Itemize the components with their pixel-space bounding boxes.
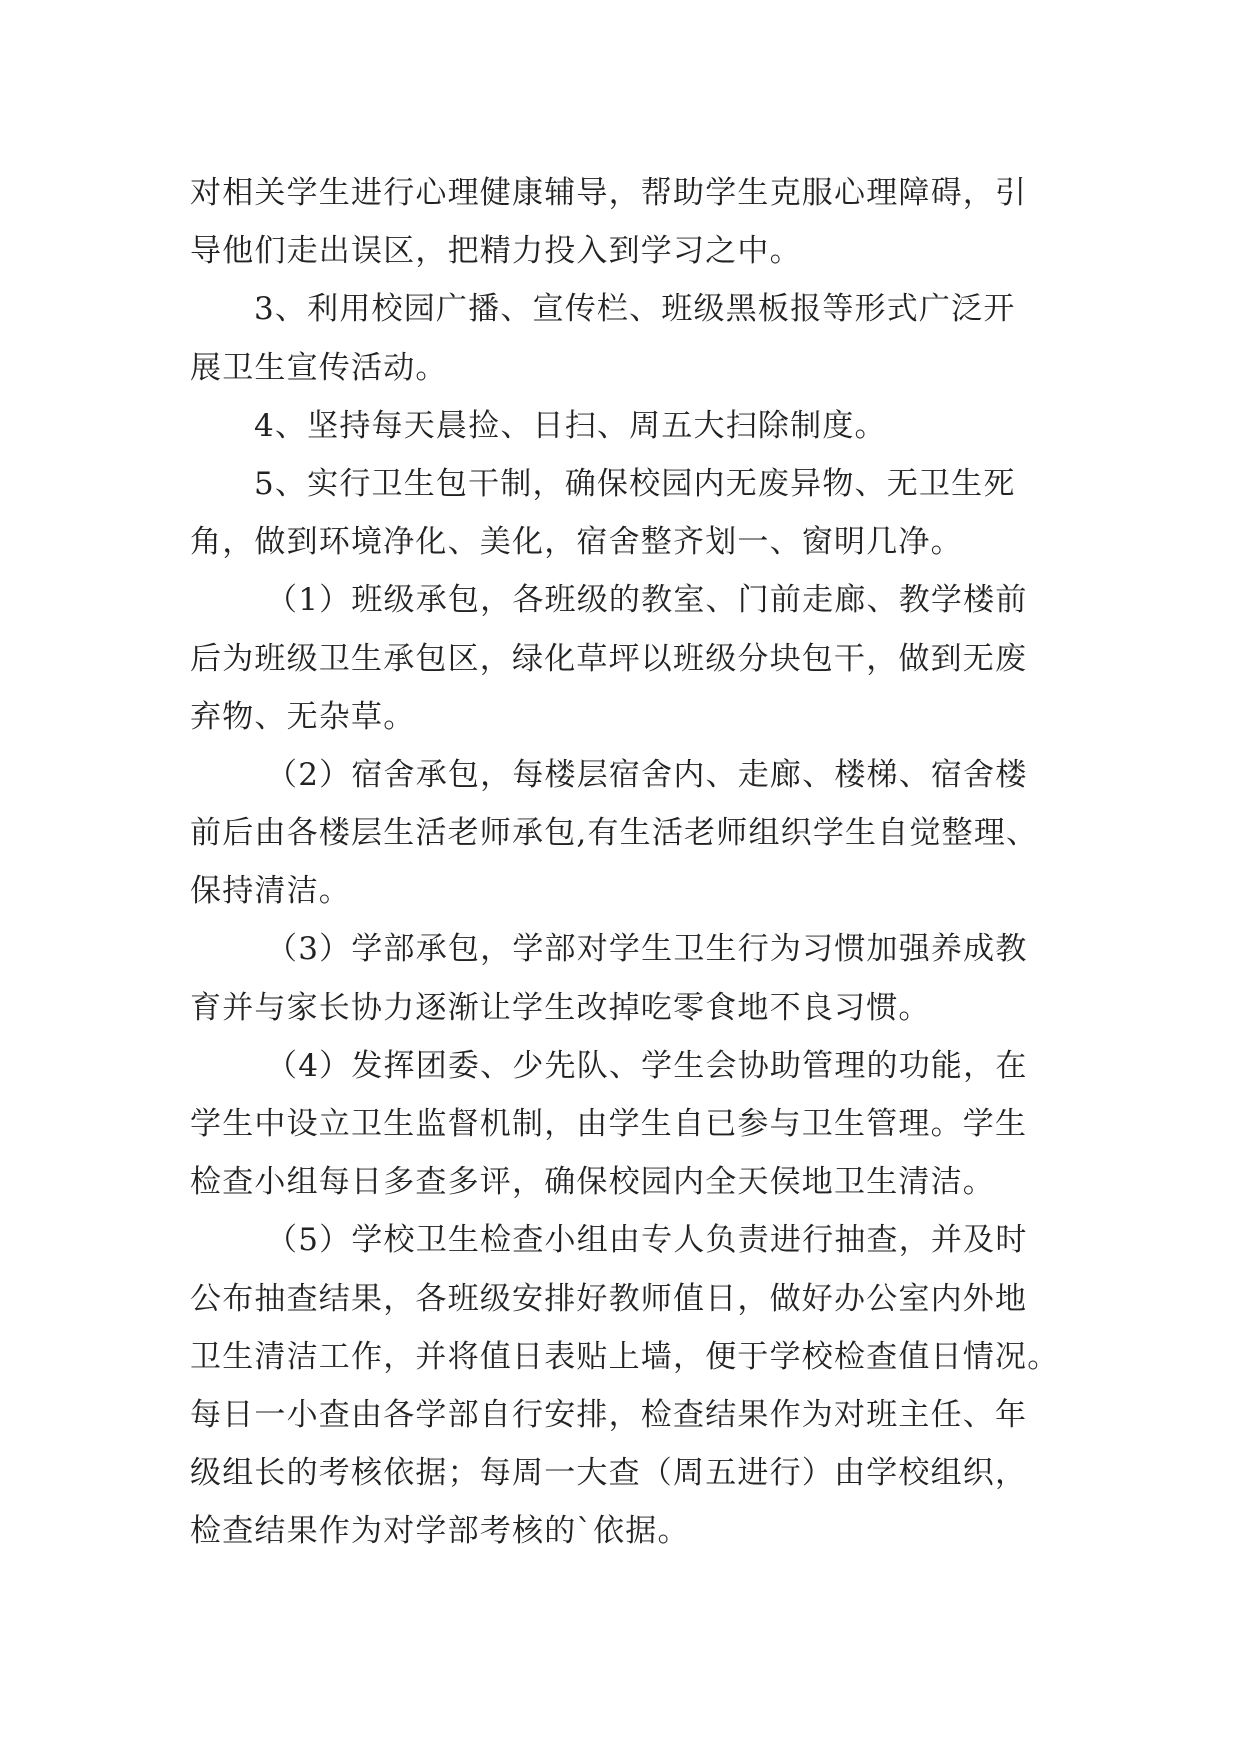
text-line-sub-3: （3）学部承包，学部对学生卫生行为习惯加强养成教 (266, 931, 1028, 968)
text-line-sub-5: （5）学校卫生检查小组由专人负责进行抽查，并及时 (266, 1222, 1028, 1259)
text-line: 每日一小查由各学部自行安排，检查结果作为对班主任、年 (190, 1396, 1028, 1433)
text-line: 卫生清洁工作，并将值日表贴上墙，便于学校检查值日情况。 (190, 1338, 1060, 1375)
text-line: 检查结果作为对学部考核的`依据。 (190, 1513, 690, 1550)
text-line-sub-2: （2）宿舍承包，每楼层宿舍内、走廊、楼梯、宿舍楼 (266, 756, 1028, 793)
text-line: 后为班级卫生承包区，绿化草坪以班级分块包干，做到无废 (190, 640, 1028, 677)
text-line: 保持清洁。 (190, 873, 351, 910)
text-line: 学生中设立卫生监督机制，由学生自已参与卫生管理。学生 (190, 1106, 1028, 1142)
text-line: 级组长的考核依据；每周一大查（周五进行）由学校组织， (190, 1455, 1028, 1492)
text-line-item-5: 5、实行卫生包干制，确保校园内无废异物、无卫生死 (254, 465, 1016, 502)
text-line: 对相关学生进行心理健康辅导，帮助学生克服心理障碍，引 (190, 175, 1028, 211)
text-line-item-4: 4、坚持每天晨捡、日扫、周五大扫除制度。 (254, 407, 887, 444)
text-line: 导他们走出误区，把精力投入到学习之中。 (190, 233, 802, 270)
text-line: 公布抽查结果，各班级安排好教师值日，做好办公室内外地 (190, 1280, 1028, 1317)
text-line: 检查小组每日多查多评，确保校园内全天侯地卫生清洁。 (190, 1164, 995, 1201)
text-line: 弃物、无杂草。 (190, 698, 416, 735)
text-line: 角，做到环境净化、美化，宿舍整齐划一、窗明几净。 (190, 524, 963, 561)
text-line: 前后由各楼层生活老师承包,有生活老师组织学生自觉整理、 (190, 815, 1039, 852)
text-line-sub-4: （4）发挥团委、少先队、学生会协助管理的功能，在 (266, 1047, 1028, 1084)
document-body (190, 164, 1060, 1561)
text-line: 展卫生宣传活动。 (190, 349, 448, 386)
text-line: 育并与家长协力逐渐让学生改掉吃零食地不良习惯。 (190, 989, 931, 1026)
text-line-sub-1: （1）班级承包，各班级的教室、门前走廊、教学楼前 (266, 582, 1028, 619)
text-line-item-3: 3、利用校园广播、宣传栏、班级黑板报等形式广泛开 (254, 291, 1016, 328)
